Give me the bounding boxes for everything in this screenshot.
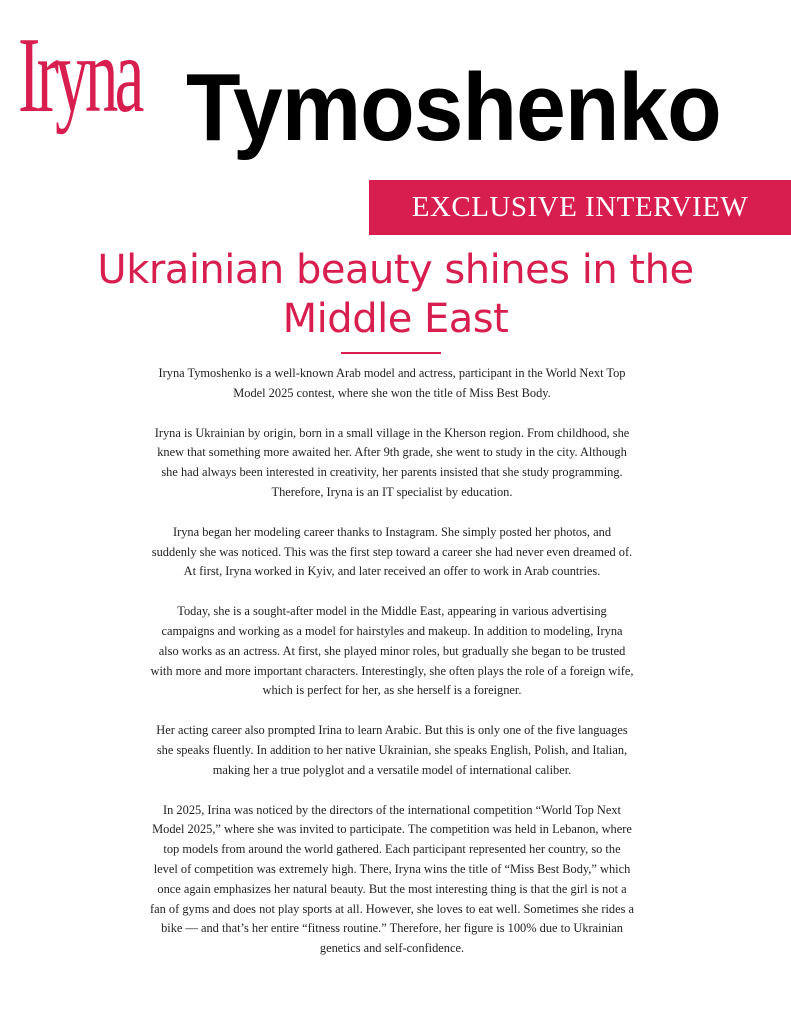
banner-label: EXCLUSIVE INTERVIEW <box>411 191 749 223</box>
last-name-title: Tymoshenko <box>186 54 721 161</box>
article-headline <box>40 246 751 344</box>
article-body <box>150 364 634 979</box>
article-paragraph-2: Iryna is Ukrainian by origin, born in a small village in the Kherson region. From childhood, she knew that something more awaited her. After 9th grade, she went to study in the city. Although she had always been interested in creativity, her parents insisted that she study programming. Therefore, Iryna is an IT specialist by education. <box>154 425 630 499</box>
article-paragraph-3: Iryna began her modeling career thanks to Instagram. She simply posted her photos, and suddenly she was noticed. This was the first step toward a career she had never even dreamed of. At first, Iryna worked in Kyiv, and later received an offer to work in Arab countries. <box>151 524 633 579</box>
article-paragraph-4: Today, she is a sought-after model in the Middle East, appearing in various advertising campaigns and working as a model for hairstyles and makeup. In addition to modeling, Iryna also works as an actress. At first, she played minor roles, but gradually she began to be trusted with more and more important characters. Interestingly, she often plays the role of a foreign wife, which is perfect for her, as she herself is a foreigner. <box>150 604 634 698</box>
exclusive-interview-banner <box>369 180 791 235</box>
first-name-title: Iryna <box>18 16 141 135</box>
headline-line-1: Ukrainian beauty shines in the <box>97 247 694 293</box>
article-paragraph-6: In 2025, Irina was noticed by the directors of the international competition “World Top Next Model 2025,” where she was invited to participate. The competition was held in Lebanon, where top models from around the world gathered. Each participant represented her country, so the level of competition was extremely high. There, Iryna wins the title of “Miss Best Body,” which once again emphasizes her natural beauty. But the most interesting thing is that the girl is not a fan of gyms and does not play sports at all. However, she loves to eat well. Sometimes she rides a bike — and that’s her entire “fitness routine.” Therefore, her figure is 100% due to Ukrainian genetics and self-confidence. <box>150 802 635 956</box>
article-paragraph-1: Iryna Tymoshenko is a well-known Arab model and actress, participant in the World Next Top Model 2025 contest, where she won the title of Miss Best Body. <box>158 366 626 400</box>
headline-divider <box>341 352 441 354</box>
headline-line-2: Middle East <box>282 296 509 342</box>
article-paragraph-5: Her acting career also prompted Irina to learn Arabic. But this is only one of the five languages she speaks fluently. In addition to her native Ukrainian, she speaks English, Polish, and Italian, making her a true polyglot and a versatile model of international caliber. <box>156 723 628 777</box>
